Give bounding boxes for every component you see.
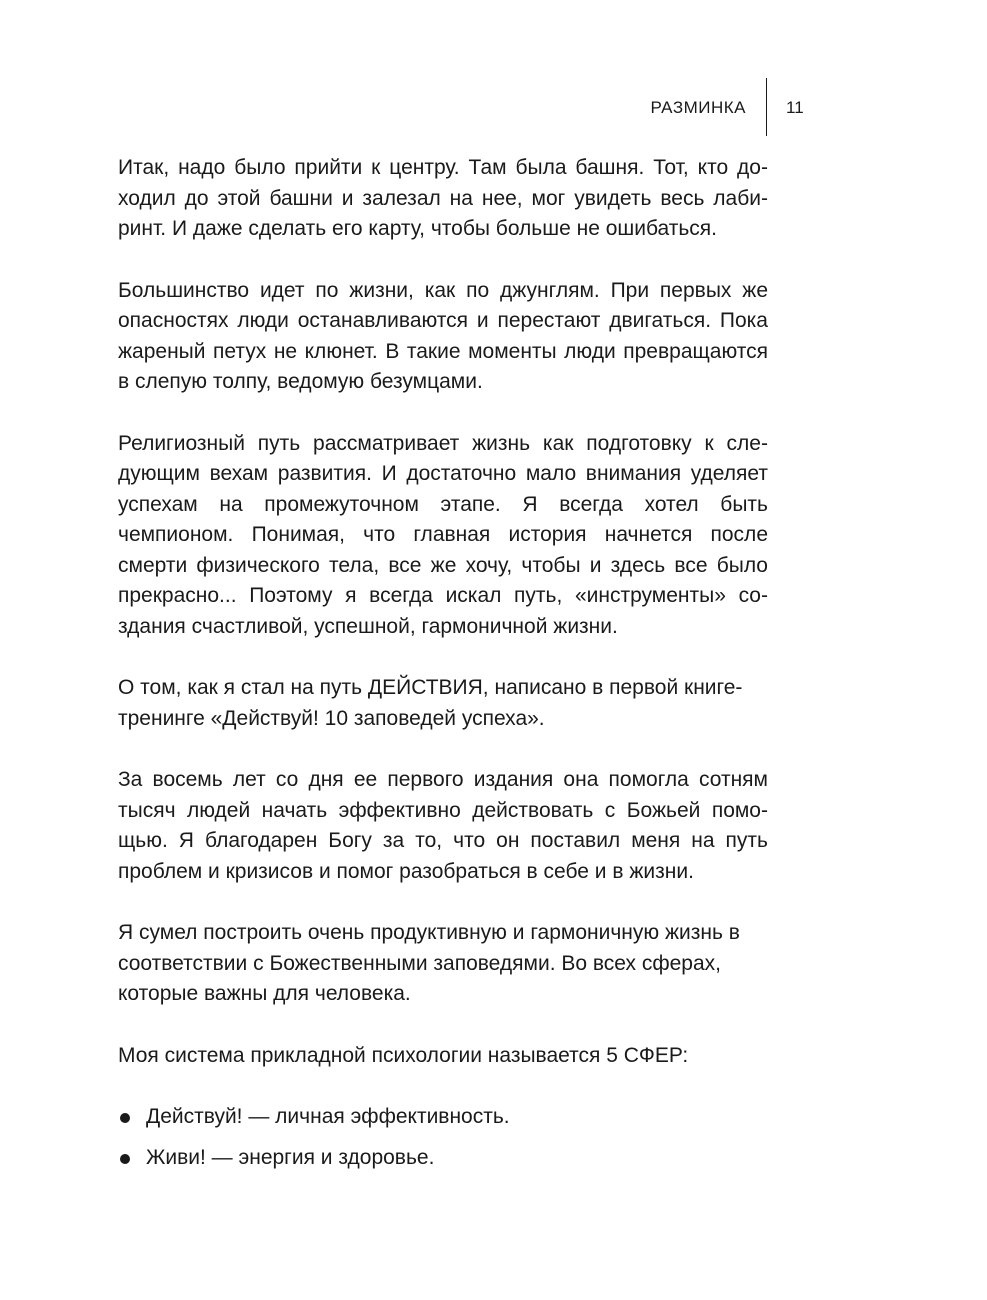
body-text (118, 153, 768, 1183)
paragraph-first-book: О том, как я стал на путь ДЕЙСТВИЯ, написано в первой книге-тренинге «Действуй! 10 заповедей успеха». (118, 676, 743, 730)
paragraph-five-spheres: Моя система прикладной психологии называется 5 СФЕР: (118, 1043, 689, 1067)
list-item-text: Живи! — энергия и здоровье. (146, 1145, 435, 1169)
paragraph-religious-path: Религиозный путь рассматривает жизнь как подготовку к следующим вехам развития. И достаточно мало внимания уделяет успехам на промежуточном этапе. Я всегда хотел быть чемпионом. Понимая, что главная история начнется после смерти физического тела, все же хочу, чтобы и здесь все было прекрасно... Поэтому я всегда искал путь, «инструменты» создания счастливой, успешной, гармоничной жизни. (118, 431, 768, 638)
paragraph-jungle: Большинство идет по жизни, как по джунглям. При первых же опасностях люди останавливаются и перестают двигаться. Пока жареный петух не клюнет. В такие моменты люди превращаются в слепую толпу, ведомую безумцами. (118, 278, 768, 393)
running-header (600, 78, 820, 136)
bullet-icon (120, 1154, 130, 1164)
paragraph-labyrinth: Итак, надо было прийти к центру. Там была башня. Тот, кто доходил до этой башни и залезал на нее, мог увидеть весь лабиринт. И даже сделать его карту, чтобы больше не ошибаться. (118, 156, 768, 240)
paragraph-eight-years: За восемь лет со дня ее первого издания она помогла сотням тысяч людей начать эффективно действовать с Божьей помощью. Я благодарен Богу за то, что он поставил меня на путь проблем и кризисов и помог разобраться в себе и в жизни. (118, 768, 768, 883)
bullet-icon (120, 1113, 130, 1123)
list-item-text: Действуй! — личная эффективность. (146, 1105, 510, 1128)
section-title: РАЗМИНКА (650, 98, 746, 117)
list-item (118, 1143, 768, 1174)
list-item (118, 1102, 768, 1133)
page-number: 11 (786, 98, 804, 117)
paragraph-harmonious-life: Я сумел построить очень продуктивную и гармоничную жизнь в соответствии с Божественными заповедями. Во всех сферах, которые важны для человека. (118, 921, 740, 1005)
spheres-list (118, 1102, 768, 1173)
header-divider (766, 78, 767, 136)
